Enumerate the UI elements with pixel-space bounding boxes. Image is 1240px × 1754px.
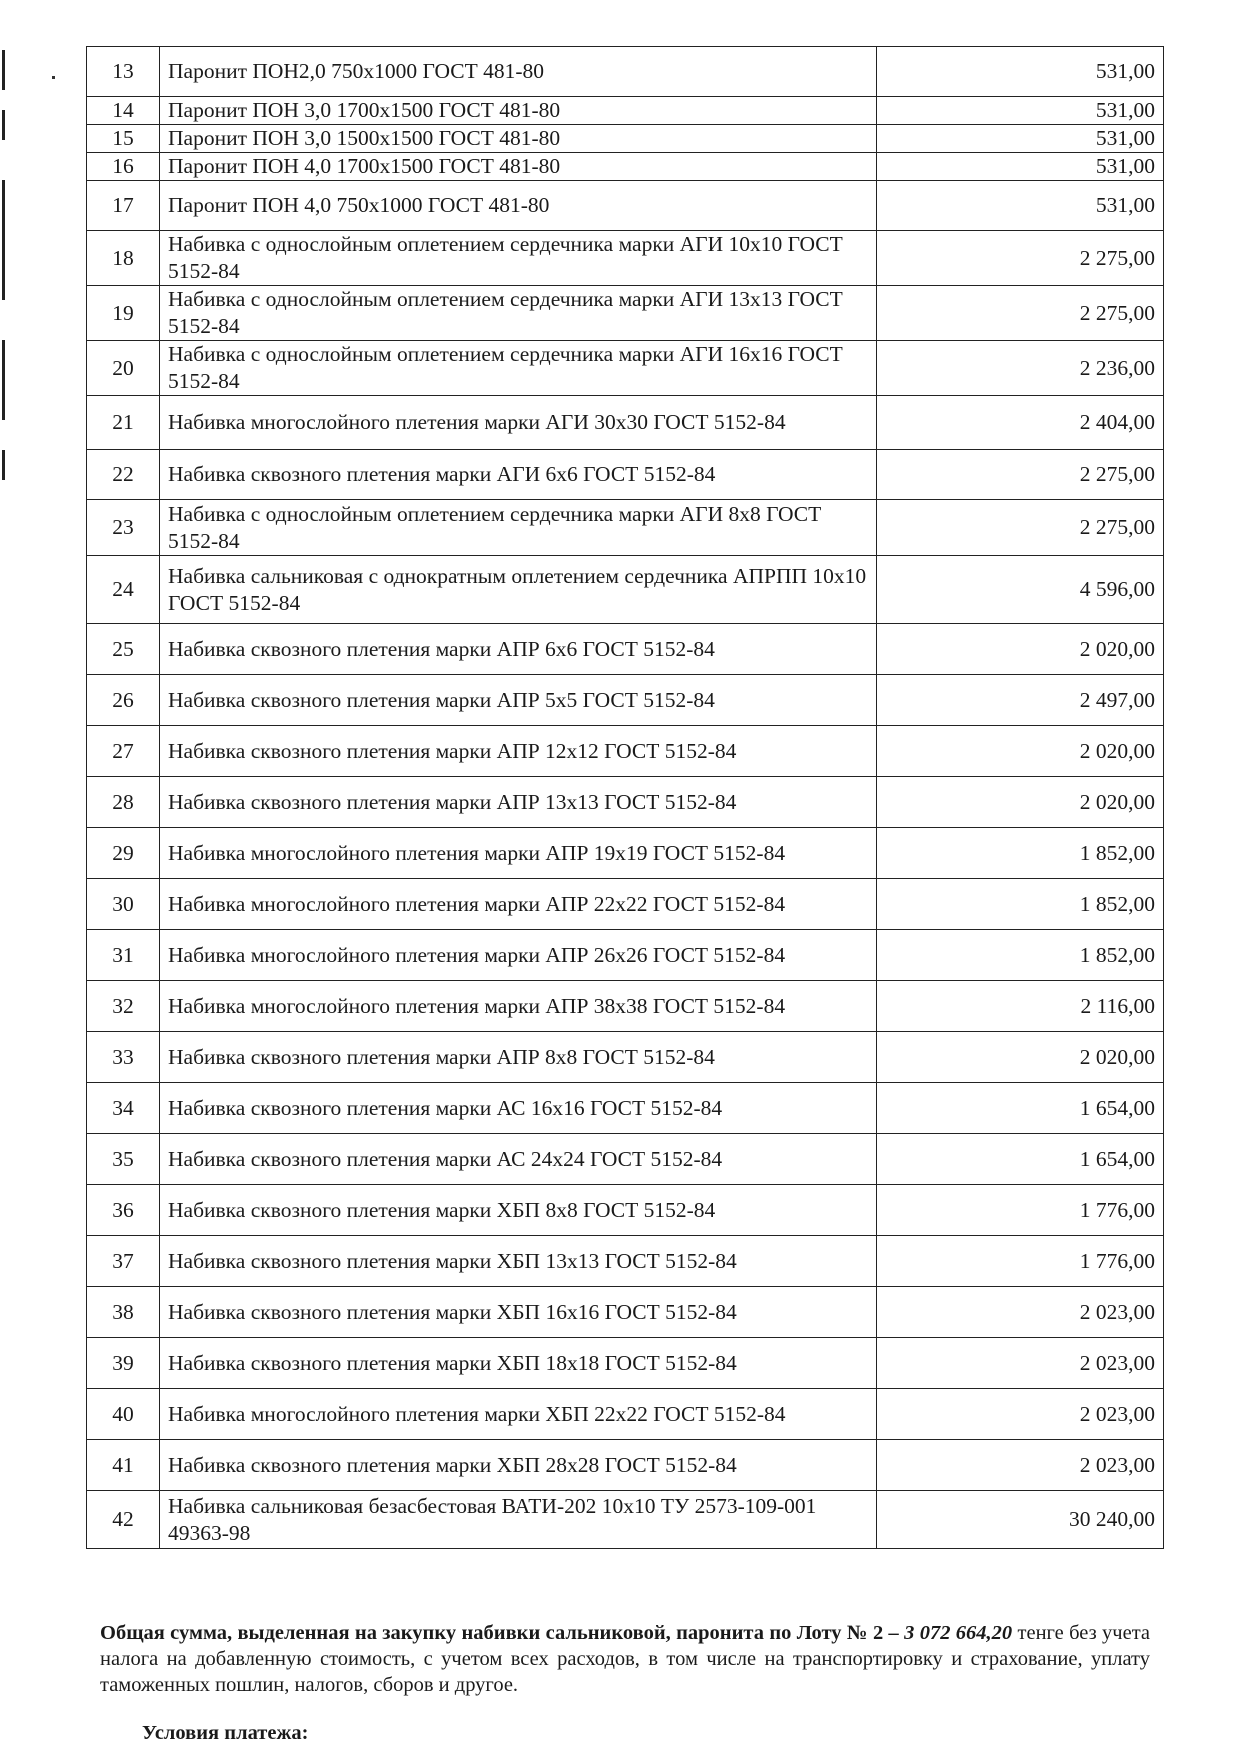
row-number: 20 xyxy=(87,341,160,396)
item-price: 30 240,00 xyxy=(877,1491,1164,1549)
payment-heading: Условия платежа: xyxy=(142,1722,309,1744)
item-name: Паронит ПОН 3,0 1700х1500 ГОСТ 481-80 xyxy=(160,97,877,125)
row-number: 19 xyxy=(87,286,160,341)
table-row xyxy=(87,828,1164,879)
row-number: 22 xyxy=(87,450,160,500)
table-row xyxy=(87,1491,1164,1549)
table-row xyxy=(87,181,1164,231)
table-row xyxy=(87,396,1164,450)
item-price: 1 654,00 xyxy=(877,1083,1164,1134)
item-name: Паронит ПОН2,0 750х1000 ГОСТ 481-80 xyxy=(160,47,877,97)
table-row xyxy=(87,930,1164,981)
item-name: Паронит ПОН 3,0 1500х1500 ГОСТ 481-80 xyxy=(160,125,877,153)
row-number: 40 xyxy=(87,1389,160,1440)
item-price: 531,00 xyxy=(877,47,1164,97)
table-row xyxy=(87,341,1164,396)
item-price: 1 776,00 xyxy=(877,1185,1164,1236)
table-row xyxy=(87,726,1164,777)
table-row xyxy=(87,1185,1164,1236)
item-name: Набивка с однослойным оплетением сердечника марки АГИ 8х8 ГОСТ 5152-84 xyxy=(160,500,877,556)
item-name: Набивка многослойного плетения марки АПР 26х26 ГОСТ 5152-84 xyxy=(160,930,877,981)
item-name: Набивка сквозного плетения марки ХБП 16х16 ГОСТ 5152-84 xyxy=(160,1287,877,1338)
item-name: Набивка сквозного плетения марки АС 16х16 ГОСТ 5152-84 xyxy=(160,1083,877,1134)
item-name: Набивка сквозного плетения марки АС 24х24 ГОСТ 5152-84 xyxy=(160,1134,877,1185)
item-name: Набивка многослойного плетения марки АПР 38х38 ГОСТ 5152-84 xyxy=(160,981,877,1032)
table-row xyxy=(87,125,1164,153)
item-name: Набивка многослойного плетения марки АПР 22х22 ГОСТ 5152-84 xyxy=(160,879,877,930)
table-row xyxy=(87,231,1164,286)
row-number: 29 xyxy=(87,828,160,879)
row-number: 18 xyxy=(87,231,160,286)
item-price: 2 020,00 xyxy=(877,777,1164,828)
item-price: 2 236,00 xyxy=(877,341,1164,396)
row-number: 35 xyxy=(87,1134,160,1185)
item-price: 531,00 xyxy=(877,97,1164,125)
table-row xyxy=(87,153,1164,181)
table-row xyxy=(87,1440,1164,1491)
summary-paragraph xyxy=(100,1620,1150,1698)
table-row xyxy=(87,1389,1164,1440)
table-row xyxy=(87,981,1164,1032)
row-number: 15 xyxy=(87,125,160,153)
item-price: 2 275,00 xyxy=(877,286,1164,341)
table-row xyxy=(87,97,1164,125)
item-name: Набивка сквозного плетения марки АПР 5х5 ГОСТ 5152-84 xyxy=(160,675,877,726)
item-price: 531,00 xyxy=(877,153,1164,181)
item-name: Набивка сальниковая с однократным оплетением сердечника АПРПП 10х10 ГОСТ 5152-84 xyxy=(160,556,877,624)
item-price: 2 275,00 xyxy=(877,500,1164,556)
table-row xyxy=(87,624,1164,675)
item-name: Набивка сквозного плетения марки АПР 6х6 ГОСТ 5152-84 xyxy=(160,624,877,675)
item-name: Набивка сквозного плетения марки ХБП 28х28 ГОСТ 5152-84 xyxy=(160,1440,877,1491)
row-number: 23 xyxy=(87,500,160,556)
table-row xyxy=(87,1083,1164,1134)
table-row xyxy=(87,47,1164,97)
item-name: Набивка сквозного плетения марки АПР 8х8 ГОСТ 5152-84 xyxy=(160,1032,877,1083)
item-name: Набивка сквозного плетения марки АГИ 6х6 ГОСТ 5152-84 xyxy=(160,450,877,500)
table-row xyxy=(87,777,1164,828)
row-number: 38 xyxy=(87,1287,160,1338)
row-number: 16 xyxy=(87,153,160,181)
item-price: 1 654,00 xyxy=(877,1134,1164,1185)
item-price: 2 020,00 xyxy=(877,1032,1164,1083)
row-number: 21 xyxy=(87,396,160,450)
scan-speck xyxy=(52,76,55,79)
items-table-body xyxy=(87,47,1164,1549)
item-name: Набивка сальниковая безасбестовая ВАТИ-202 10х10 ТУ 2573-109-001 49363-98 xyxy=(160,1491,877,1549)
row-number: 30 xyxy=(87,879,160,930)
item-price: 2 023,00 xyxy=(877,1440,1164,1491)
item-price: 2 020,00 xyxy=(877,624,1164,675)
item-price: 1 852,00 xyxy=(877,828,1164,879)
item-price: 2 023,00 xyxy=(877,1287,1164,1338)
item-name: Набивка с однослойным оплетением сердечника марки АГИ 16х16 ГОСТ 5152-84 xyxy=(160,341,877,396)
row-number: 25 xyxy=(87,624,160,675)
item-price: 2 275,00 xyxy=(877,450,1164,500)
table-row xyxy=(87,1287,1164,1338)
scan-edge-marks xyxy=(0,40,8,490)
item-price: 2 116,00 xyxy=(877,981,1164,1032)
row-number: 26 xyxy=(87,675,160,726)
row-number: 28 xyxy=(87,777,160,828)
row-number: 17 xyxy=(87,181,160,231)
item-name: Паронит ПОН 4,0 1700х1500 ГОСТ 481-80 xyxy=(160,153,877,181)
table-row xyxy=(87,1032,1164,1083)
item-price: 2 404,00 xyxy=(877,396,1164,450)
item-price: 1 776,00 xyxy=(877,1236,1164,1287)
table-row xyxy=(87,1134,1164,1185)
row-number: 39 xyxy=(87,1338,160,1389)
item-name: Набивка многослойного плетения марки АПР 19х19 ГОСТ 5152-84 xyxy=(160,828,877,879)
item-price: 531,00 xyxy=(877,181,1164,231)
summary-amount: – 3 072 664,20 xyxy=(883,1622,1013,1644)
row-number: 34 xyxy=(87,1083,160,1134)
item-name: Набивка с однослойным оплетением сердечника марки АГИ 10х10 ГОСТ 5152-84 xyxy=(160,231,877,286)
item-name: Набивка сквозного плетения марки ХБП 8х8 ГОСТ 5152-84 xyxy=(160,1185,877,1236)
item-name: Набивка сквозного плетения марки АПР 12х12 ГОСТ 5152-84 xyxy=(160,726,877,777)
row-number: 32 xyxy=(87,981,160,1032)
row-number: 13 xyxy=(87,47,160,97)
table-row xyxy=(87,879,1164,930)
table-row xyxy=(87,500,1164,556)
item-name: Набивка многослойного плетения марки ХБП 22х22 ГОСТ 5152-84 xyxy=(160,1389,877,1440)
row-number: 42 xyxy=(87,1491,160,1549)
item-price: 2 023,00 xyxy=(877,1389,1164,1440)
item-price: 2 497,00 xyxy=(877,675,1164,726)
item-price: 2 020,00 xyxy=(877,726,1164,777)
row-number: 36 xyxy=(87,1185,160,1236)
item-name: Набивка многослойного плетения марки АГИ 30х30 ГОСТ 5152-84 xyxy=(160,396,877,450)
item-price: 531,00 xyxy=(877,125,1164,153)
row-number: 33 xyxy=(87,1032,160,1083)
row-number: 31 xyxy=(87,930,160,981)
item-name: Набивка сквозного плетения марки ХБП 13х13 ГОСТ 5152-84 xyxy=(160,1236,877,1287)
item-name: Набивка сквозного плетения марки АПР 13х13 ГОСТ 5152-84 xyxy=(160,777,877,828)
table-row xyxy=(87,1338,1164,1389)
item-name: Набивка с однослойным оплетением сердечника марки АГИ 13х13 ГОСТ 5152-84 xyxy=(160,286,877,341)
summary-lead: Общая сумма, выделенная на закупку набивки сальниковой, паронита по Лоту № 2 xyxy=(100,1622,884,1644)
item-price: 1 852,00 xyxy=(877,930,1164,981)
row-number: 41 xyxy=(87,1440,160,1491)
summary-rest: тенге без учета налога на добавленную стоимость, с учетом всех расходов, в том числе на транспортировку и страхование, уплату таможенных пошлин, налогов, сборов и другое. xyxy=(100,1622,1151,1696)
item-price: 1 852,00 xyxy=(877,879,1164,930)
row-number: 14 xyxy=(87,97,160,125)
item-name: Паронит ПОН 4,0 750х1000 ГОСТ 481-80 xyxy=(160,181,877,231)
table-row xyxy=(87,450,1164,500)
table-row xyxy=(87,675,1164,726)
table-row xyxy=(87,1236,1164,1287)
table-row xyxy=(87,286,1164,341)
row-number: 27 xyxy=(87,726,160,777)
table-row xyxy=(87,556,1164,624)
items-table xyxy=(86,46,1164,1549)
item-name: Набивка сквозного плетения марки ХБП 18х18 ГОСТ 5152-84 xyxy=(160,1338,877,1389)
row-number: 24 xyxy=(87,556,160,624)
item-price: 4 596,00 xyxy=(877,556,1164,624)
item-price: 2 023,00 xyxy=(877,1338,1164,1389)
row-number: 37 xyxy=(87,1236,160,1287)
item-price: 2 275,00 xyxy=(877,231,1164,286)
